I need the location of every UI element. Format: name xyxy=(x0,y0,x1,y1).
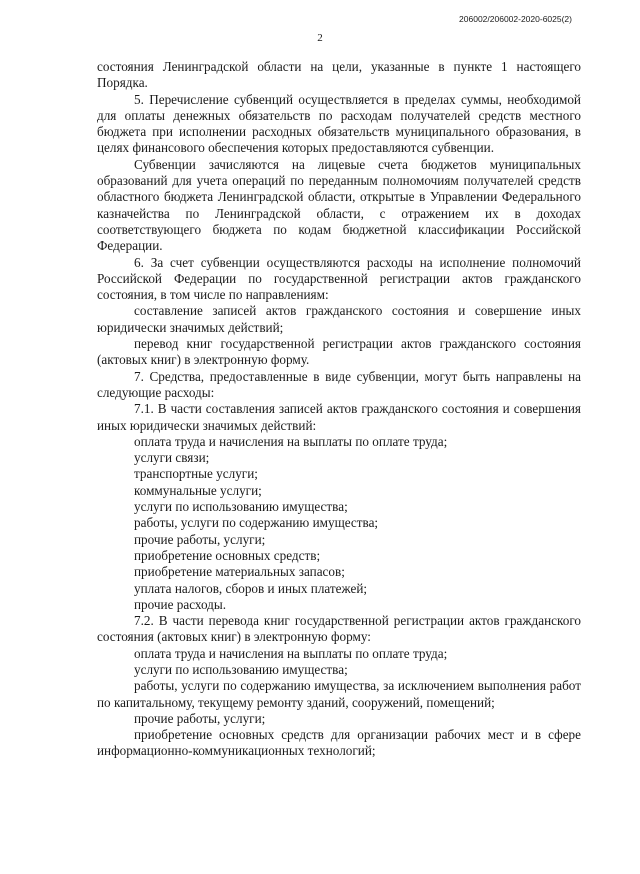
document-id: 206002/206002-2020-6025(2) xyxy=(459,14,572,24)
paragraph: перевод книг государственной регистрации актов гражданского состояния (актовых книг) в электронную форму. xyxy=(97,336,581,368)
list-item: приобретение основных средств; xyxy=(134,547,321,563)
list-item: уплата налогов, сборов и иных платежей; xyxy=(134,580,368,596)
paragraph: составление записей актов гражданского состояния и совершение иных юридически значимых действий; xyxy=(97,303,581,335)
page-number: 2 xyxy=(317,32,323,44)
list-item: транспортные услуги; xyxy=(134,466,258,482)
list-item: прочие расходы. xyxy=(134,596,227,612)
list-item: коммунальные услуги; xyxy=(134,482,262,498)
paragraph: Субвенции зачисляются на лицевые счета бюджетов муниципальных образований для учета операций по переданным полномочиям получателей средств областного бюджета Ленинградской области, открытые в Управлении Федерального казначейства по Ленинградской области, с отражением их в доходах соответствующего бюджета по кодам бюджетной классификации Российской Федерации. xyxy=(97,156,581,254)
paragraph: состояния Ленинградской области на цели, указанные в пункте 1 настоящего Порядка. xyxy=(97,59,581,91)
list-item: приобретение материальных запасов; xyxy=(134,564,345,580)
list-item: услуги по использованию имущества; xyxy=(134,661,348,677)
paragraph: 7. Средства, предоставленные в виде субвенции, могут быть направлены на следующие расходы: xyxy=(97,368,581,400)
paragraph: 7.1. В части составления записей актов гражданского состояния и совершения иных юридически значимых действий: xyxy=(97,401,581,433)
list-item: услуги связи; xyxy=(134,450,210,466)
paragraph: 7.2. В части перевода книг государственной регистрации актов гражданского состояния (актовых книг) в электронную форму: xyxy=(97,613,581,645)
document-body xyxy=(97,59,581,760)
list-item: услуги по использованию имущества; xyxy=(134,499,348,515)
list-item: оплата труда и начисления на выплаты по оплате труда; xyxy=(134,433,448,449)
paragraph: приобретение основных средств для организации рабочих мест и в сфере информационно-коммуникационных технологий; xyxy=(97,727,581,759)
list-item: прочие работы, услуги; xyxy=(134,710,266,726)
list-item: оплата труда и начисления на выплаты по оплате труда; xyxy=(134,645,448,661)
list-item: прочие работы, услуги; xyxy=(134,531,266,547)
paragraph: 6. За счет субвенции осуществляются расходы на исполнение полномочий Российской Федерации по государственной регистрации актов гражданского состояния, в том числе по направлениям: xyxy=(97,254,581,303)
paragraph: 5. Перечисление субвенций осуществляется в пределах суммы, необходимой для оплаты денежных обязательств по расходам получателей средств местного бюджета при исполнении расходных обязательств муниципального образования, в целях финансового обеспечения которых предоставляются субвенции. xyxy=(97,91,581,156)
list-item: работы, услуги по содержанию имущества; xyxy=(134,515,379,531)
paragraph: работы, услуги по содержанию имущества, за исключением выполнения работ по капитальному, текущему ремонту зданий, сооружений, помещений; xyxy=(97,678,581,710)
